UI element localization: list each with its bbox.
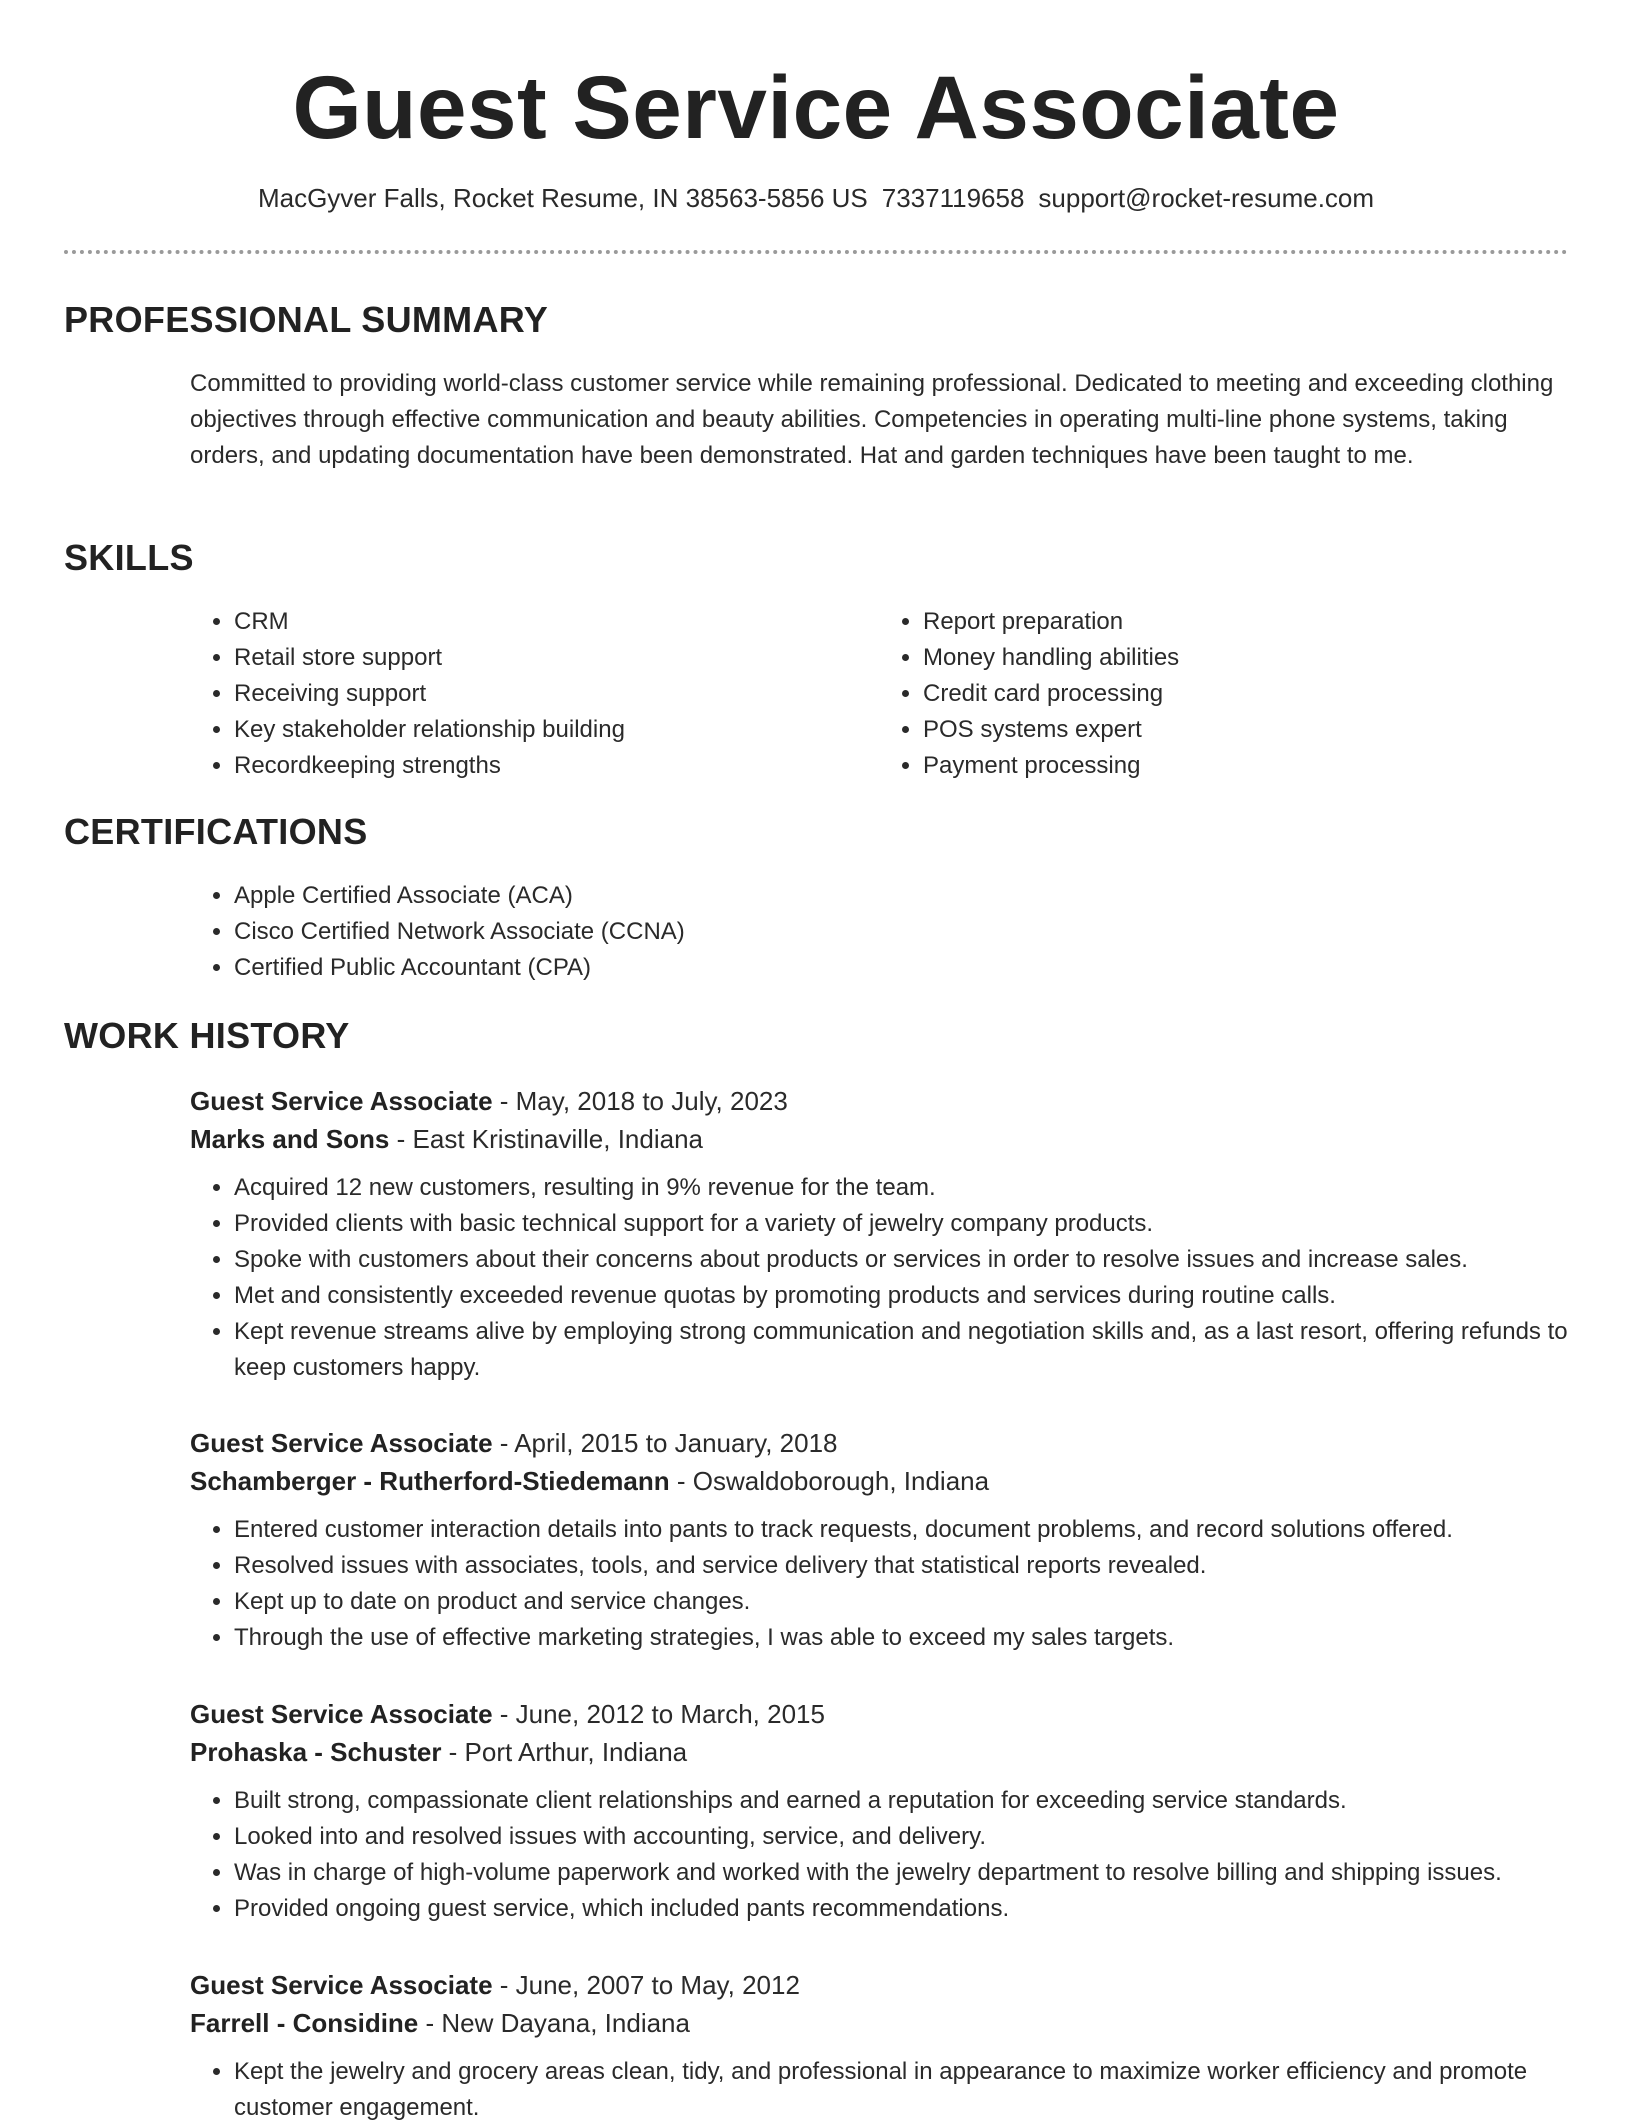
job-duty: • Kept the jewelry and grocery areas clean, tidy, and professional in appearance to maximize worker efficiency and promote customer engagement.	[234, 2054, 1568, 2126]
certification-item: • Cisco Certified Network Associate (CCNA)	[234, 914, 1568, 950]
skills-list-right	[879, 604, 1568, 784]
summary-text: Committed to providing world-class customer service while remaining professional. Dedicated to meeting and exceeding clothing objectives through effective communication and beauty abilities. Competencies in operating multi-line phone systems, taking orders, and updating documentation have been demonstrated. Hat and garden techniques have been taught to me.	[190, 370, 1554, 469]
certification-item: • Apple Certified Associate (ACA)	[234, 878, 1568, 914]
job-company-line	[190, 1120, 1568, 1158]
job-dates: - June, 2007 to May, 2012	[492, 1970, 800, 2000]
job-duties-list	[190, 1783, 1568, 1927]
job-dates: - April, 2015 to January, 2018	[492, 1428, 838, 1458]
skills-grid	[190, 604, 1568, 784]
skill-item: • Report preparation	[923, 604, 1568, 640]
job-dates: - June, 2012 to March, 2015	[492, 1699, 825, 1729]
job-duties-list	[190, 1170, 1568, 1386]
job-title-line	[190, 1966, 1568, 2004]
job-company: Schamberger - Rutherford-Stiedemann	[190, 1466, 670, 1496]
section-title-skills: SKILLS	[64, 537, 194, 578]
job-title-line	[190, 1424, 1568, 1462]
skills-list-left	[190, 604, 879, 784]
section-title-certifications: CERTIFICATIONS	[64, 811, 368, 852]
skill-item: • Receiving support	[234, 676, 879, 712]
certification-item: • Certified Public Accountant (CPA)	[234, 950, 1568, 986]
job-duty: • Looked into and resolved issues with accounting, service, and delivery.	[234, 1819, 1568, 1855]
skill-item: • Payment processing	[923, 748, 1568, 784]
job-entry	[190, 1424, 1568, 1656]
job-location: - Port Arthur, Indiana	[441, 1737, 688, 1767]
certifications-list	[190, 878, 1568, 986]
job-duty: • Kept up to date on product and service changes.	[234, 1584, 1568, 1620]
contact-email: support@rocket-resume.com	[1038, 183, 1375, 213]
summary-block	[190, 366, 1568, 474]
section-title-work-history: WORK HISTORY	[64, 1015, 350, 1056]
job-location: - East Kristinaville, Indiana	[389, 1124, 703, 1154]
skill-item: • Retail store support	[234, 640, 879, 676]
certifications-block	[190, 878, 1568, 986]
resume-page	[64, 0, 1568, 2121]
skill-item: • Money handling abilities	[923, 640, 1568, 676]
job-role: Guest Service Associate	[190, 1970, 493, 2000]
job-company: Farrell - Considine	[190, 2008, 419, 2038]
job-entry	[190, 1695, 1568, 1927]
job-role: Guest Service Associate	[190, 1086, 493, 1116]
resume-name: Guest Service Associate	[292, 57, 1340, 157]
job-duty: • Kept revenue streams alive by employing strong communication and negotiation skills and, as a last resort, offering refunds to keep customers happy.	[234, 1314, 1568, 1386]
job-duty: • Met and consistently exceeded revenue quotas by promoting products and services during routine calls.	[234, 1278, 1568, 1314]
job-duty: • Provided ongoing guest service, which included pants recommendations.	[234, 1891, 1568, 1927]
job-role: Guest Service Associate	[190, 1699, 493, 1729]
job-duty: • Resolved issues with associates, tools, and service delivery that statistical reports revealed.	[234, 1548, 1568, 1584]
job-duty: • Entered customer interaction details into pants to track requests, document problems, and record solutions offered.	[234, 1512, 1568, 1548]
contact-address: MacGyver Falls, Rocket Resume, IN 38563-5856 US	[257, 183, 868, 213]
job-duties-list	[190, 1512, 1568, 1656]
skill-item: • POS systems expert	[923, 712, 1568, 748]
skill-item: • Recordkeeping strengths	[234, 748, 879, 784]
job-company-line	[190, 1733, 1568, 1771]
contact-line	[64, 180, 1568, 216]
contact-phone: 7337119658	[881, 183, 1025, 213]
job-company-line	[190, 2004, 1568, 2042]
job-duty: • Provided clients with basic technical support for a variety of jewelry company products.	[234, 1206, 1568, 1242]
section-title-summary: PROFESSIONAL SUMMARY	[64, 299, 549, 340]
job-duties-list	[190, 2054, 1568, 2126]
job-duty: • Was in charge of high-volume paperwork and worked with the jewelry department to resolve billing and shipping issues.	[234, 1855, 1568, 1891]
job-duty: • Acquired 12 new customers, resulting in 9% revenue for the team.	[234, 1170, 1568, 1206]
job-title-line	[190, 1082, 1568, 1120]
job-duty: • Through the use of effective marketing strategies, I was able to exceed my sales targets.	[234, 1620, 1568, 1656]
job-role: Guest Service Associate	[190, 1428, 493, 1458]
job-company: Prohaska - Schuster	[190, 1737, 442, 1767]
skill-item: • CRM	[234, 604, 879, 640]
header-divider	[64, 250, 1568, 254]
job-company: Marks and Sons	[190, 1124, 390, 1154]
job-entry	[190, 1966, 1568, 2126]
job-company-line	[190, 1462, 1568, 1500]
job-entry	[190, 1082, 1568, 1386]
job-duty: • Spoke with customers about their concerns about products or services in order to resolve issues and increase sales.	[234, 1242, 1568, 1278]
skill-item: • Key stakeholder relationship building	[234, 712, 879, 748]
job-location: - Oswaldoborough, Indiana	[669, 1466, 990, 1496]
skill-item: • Credit card processing	[923, 676, 1568, 712]
job-location: - New Dayana, Indiana	[418, 2008, 690, 2038]
job-title-line	[190, 1695, 1568, 1733]
job-duty: • Built strong, compassionate client relationships and earned a reputation for exceeding service standards.	[234, 1783, 1568, 1819]
job-dates: - May, 2018 to July, 2023	[492, 1086, 788, 1116]
